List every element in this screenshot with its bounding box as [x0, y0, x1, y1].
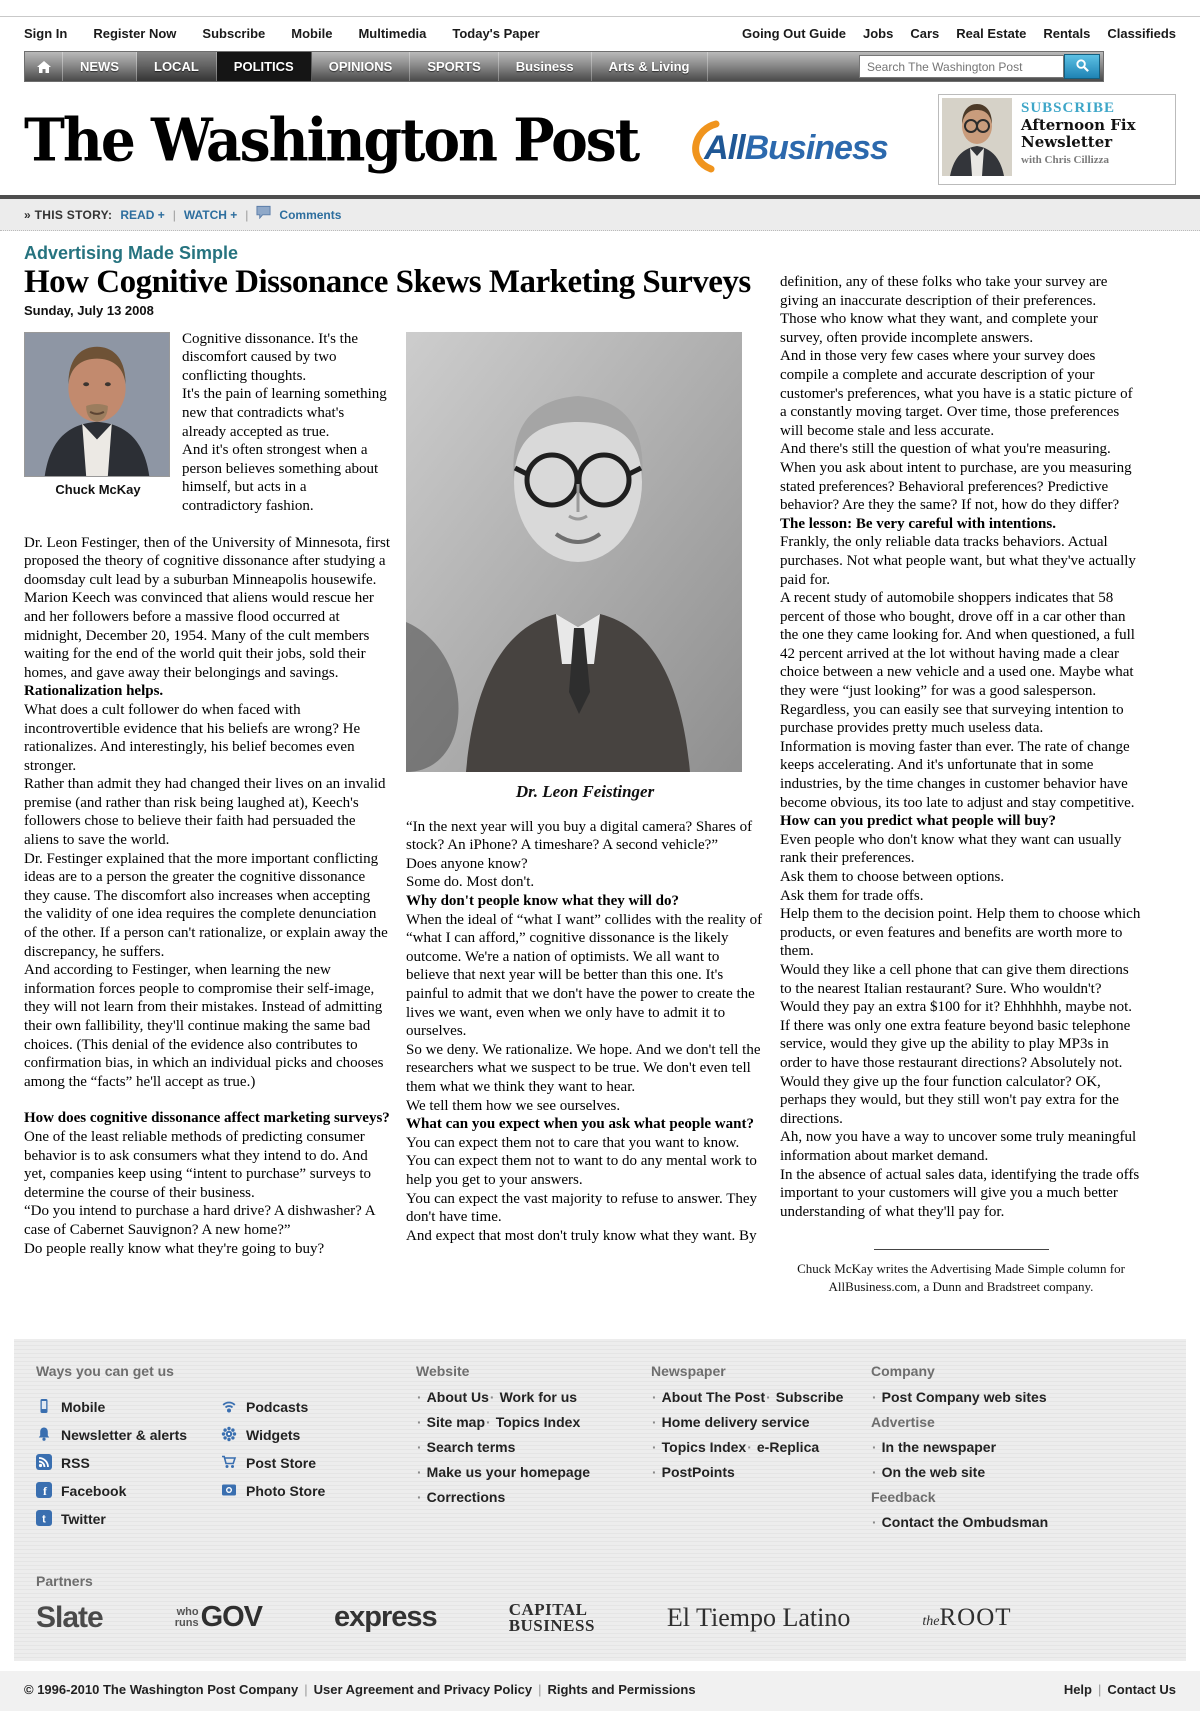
- facebook-icon: [36, 1482, 52, 1501]
- newsletter-promo[interactable]: [938, 94, 1176, 185]
- jobs-link[interactable]: Jobs: [863, 26, 894, 41]
- svg-text:t: t: [42, 1513, 46, 1526]
- article-column-1: [24, 330, 390, 1259]
- rss-icon: [36, 1454, 52, 1473]
- article-paragraph: Ask them to choose between options.: [780, 869, 1005, 885]
- allbusiness-all: All: [704, 129, 745, 167]
- user-agreement-link[interactable]: User Agreement and Privacy Policy: [313, 1681, 533, 1697]
- newsletter-byline: with Chris Cillizza: [1021, 153, 1109, 166]
- article-paragraph: Cognitive dissonance. It's the discomfort caused by two conflicting thoughts.: [182, 330, 359, 384]
- section-heading-what-can-you-expect: What can you expect when you ask what people want?: [406, 1116, 754, 1133]
- footer-link-label: Photo Store: [246, 1483, 326, 1500]
- article-paragraph: Would they like a cell phone that can give them directions to the nearest Italian restaurant? Sure. Who wouldn't?: [780, 961, 1129, 997]
- footer-link-label: Podcasts: [246, 1399, 309, 1416]
- allbusiness-logo[interactable]: [684, 119, 888, 178]
- article-paragraph: It's the pain of learning something new that contradicts what's already accepted as true.: [182, 386, 387, 440]
- footer-link-label: Widgets: [246, 1427, 301, 1444]
- photo-icon: [221, 1482, 237, 1501]
- footer-link-search-terms[interactable]: Search terms: [426, 1438, 516, 1455]
- comments-link[interactable]: Comments: [279, 207, 342, 222]
- footer-link-rss[interactable]: [36, 1454, 221, 1473]
- footer-link-podcasts[interactable]: [221, 1398, 406, 1417]
- widgets-icon: [221, 1426, 237, 1445]
- register-link[interactable]: Register Now: [93, 26, 177, 41]
- bullet: ·: [872, 1513, 877, 1530]
- home-icon[interactable]: [25, 52, 63, 81]
- bell-icon: [36, 1426, 52, 1445]
- article-columns: [24, 330, 764, 1259]
- copyright-text: © 1996-2010 The Washington Post Company: [24, 1681, 299, 1697]
- footer-link-home-delivery[interactable]: Home delivery service: [661, 1413, 810, 1430]
- footer-link-label: RSS: [61, 1455, 90, 1472]
- bullet: ·: [747, 1438, 752, 1455]
- story-tools-bar: [0, 199, 1200, 231]
- bullet: ·: [652, 1413, 657, 1430]
- footer-link-label: Mobile: [61, 1399, 106, 1416]
- footer-link-widgets[interactable]: [221, 1426, 406, 1445]
- footer-link-post-store[interactable]: [221, 1454, 406, 1473]
- whorunsgov-logo[interactable]: [175, 1601, 262, 1634]
- footer-link-contact-ombudsman[interactable]: Contact the Ombudsman: [881, 1513, 1049, 1530]
- footer-link-make-us-your-homepage[interactable]: Make us your homepage: [426, 1463, 591, 1480]
- utility-bar: [0, 17, 1200, 48]
- express-logo[interactable]: express: [334, 1601, 437, 1634]
- footer-ways-list-2: [221, 1389, 406, 1538]
- root-main: ROOT: [939, 1603, 1012, 1631]
- rentals-link[interactable]: Rentals: [1043, 26, 1091, 41]
- feistinger-photo: [406, 332, 764, 772]
- twitter-icon: [36, 1510, 52, 1529]
- bullet: ·: [417, 1438, 422, 1455]
- footer-link-subscribe[interactable]: Subscribe: [775, 1388, 844, 1405]
- el-tiempo-latino-logo[interactable]: El Tiempo Latino: [666, 1602, 851, 1632]
- comment-bubble-icon: [256, 205, 271, 224]
- column-kicker: Advertising Made Simple: [24, 243, 239, 263]
- footer-link-post-company-web-sites[interactable]: Post Company web sites: [881, 1388, 1047, 1405]
- footer: [14, 1339, 1186, 1661]
- real-estate-link[interactable]: Real Estate: [956, 26, 1027, 41]
- nav-tab-news[interactable]: NEWS: [63, 52, 137, 81]
- article-paragraph: Even people who don't know what they want can usually rank their preferences.: [780, 831, 1122, 867]
- capital-line1: CAPITAL: [508, 1599, 588, 1619]
- footer-company-title: Company: [871, 1362, 935, 1379]
- newsletter-title-line2: Newsletter: [1021, 133, 1113, 152]
- contact-us-link[interactable]: Contact Us: [1107, 1681, 1176, 1697]
- article-paragraph: When the ideal of “what I want” collides with the reality of “what I can afford,” cognitive dissonance is the likely outcome. We're a nation of optimists. We all want to believe that next year will be better than this one. It's painful to admit that we don't have the power to create the lives we want, even when we only have to admit it to ourselves.: [406, 911, 763, 1040]
- todays-paper-link[interactable]: Today's Paper: [452, 26, 540, 41]
- footer-link-label: Facebook: [61, 1483, 127, 1500]
- article: [0, 231, 1200, 1323]
- article-headline: How Cognitive Dissonance Skews Marketing Surveys: [24, 264, 751, 300]
- footer-link-postpoints[interactable]: PostPoints: [661, 1463, 735, 1480]
- bullet: ·: [417, 1488, 422, 1505]
- credit-divider: [874, 1249, 1049, 1250]
- footer-link-e-replica[interactable]: e-Replica: [756, 1438, 820, 1455]
- nav-tab-politics[interactable]: POLITICS: [217, 52, 312, 81]
- subscribe-link[interactable]: Subscribe: [202, 26, 266, 41]
- footer-ways-title: Ways you can get us: [36, 1362, 174, 1379]
- allbusiness-wordmark: [704, 129, 888, 168]
- article-paragraph: Some do. Most don't.: [406, 874, 535, 891]
- section-heading-the-lesson: The lesson: Be very careful with intentions.: [780, 515, 1056, 532]
- article-paragraph: A recent study of automobile shoppers indicates that 58 percent of those who bought, drove off in a car other than the one they came looking for. And when questioned, a full 42 percent arrived at the lot without having made a clear choice between a new vehicle and a used one. Maybe what they were “just looking” for was a good salesperson.: [780, 590, 1135, 700]
- article-paragraph: Regardless, you can easily see that surveying intention to purchase provides pretty much useless data.: [780, 701, 1124, 737]
- article-paragraph: Information is moving faster than ever. The rate of change keeps accelerating. And it's unfortunate that in some industries, by the time changes in customer behavior have become obvious, its too late to adjust and stay competitive.: [780, 738, 1135, 811]
- photo-caption: Dr. Leon Feistinger: [515, 781, 655, 801]
- footer-newspaper-title: Newspaper: [651, 1362, 726, 1379]
- article-column-2: [406, 330, 764, 1259]
- section-heading-why-dont-people-know: Why don't people know what they will do?: [406, 893, 679, 910]
- article-paragraph: Does anyone know?: [406, 855, 528, 872]
- article-paragraph: You can expect them not to care that you want to know.: [406, 1134, 740, 1151]
- article-paragraph: “In the next year will you buy a digital camera? Shares of stock? An iPhone? A timeshare? A second vehicle?”: [406, 818, 753, 854]
- article-paragraph: [24, 1109, 390, 1202]
- podcast-icon: [221, 1398, 237, 1417]
- article-paragraph: Help them to the decision point. Help them to choose which products, or even features and benefits are worth more to them.: [780, 906, 1141, 960]
- article-paragraph: And there's still the question of what you're measuring. When you ask about intent to purchase, are you measuring stated preferences? Behavioral preferences? Predictive behavior? Are they the same? If not, how do they differ?: [780, 441, 1132, 514]
- masthead: [0, 82, 1200, 195]
- footer-link-mobile[interactable]: [36, 1398, 221, 1417]
- the-root-logo[interactable]: [922, 1604, 1011, 1632]
- footer-link-label: Newsletter & alerts: [61, 1427, 188, 1444]
- root-the: the: [922, 1613, 940, 1629]
- whorunsgov-stack: who runs: [174, 1605, 199, 1629]
- footer-link-topics-index[interactable]: Topics Index: [495, 1413, 581, 1430]
- read-link[interactable]: READ +: [120, 207, 165, 222]
- help-link[interactable]: Help: [1063, 1681, 1092, 1697]
- footer-company-column: [871, 1363, 1106, 1539]
- article-paragraph: Frankly, the only reliable data tracks behaviors. Actual purchases. Not what people want, but what they've actually paid for.: [780, 534, 1136, 588]
- article-paragraph: Those who know what they want, and complete your survey, often provide incomplete answers.: [780, 311, 1098, 346]
- newsletter-text: [1012, 98, 1136, 181]
- footer-link-photo-store[interactable]: [221, 1482, 406, 1501]
- article-paragraph: We tell them how we see ourselves.: [406, 1097, 621, 1114]
- author-credit: Chuck McKay writes the Advertising Made Simple column for AllBusiness.com, a Dunn and Bradstreet company.: [797, 1261, 1125, 1295]
- section-heading-how-can-you-predict: How can you predict what people will buy?: [780, 813, 1056, 830]
- article-paragraph: Do people really know what they're going to buy?: [24, 1240, 325, 1257]
- newsletter-subscribe-label: SUBSCRIBE: [1021, 100, 1116, 116]
- bullet: ·: [417, 1463, 422, 1480]
- footer-link-facebook[interactable]: [36, 1482, 221, 1501]
- article-date: Sunday, July 13 2008: [24, 302, 154, 318]
- section-heading-rationalization: Rationalization helps.: [24, 683, 164, 700]
- footer-website-title: Website: [416, 1362, 470, 1379]
- bottom-bar: [0, 1671, 1200, 1711]
- article-paragraph: What does a cult follower do when faced with incontrovertible evidence that his beliefs are wrong? He rationalizes. And interestingly, his belief becomes even stronger.: [24, 701, 361, 774]
- bullet: ·: [766, 1388, 771, 1405]
- footer-link-corrections[interactable]: Corrections: [426, 1488, 506, 1505]
- footer-link-on-the-web-site[interactable]: On the web site: [881, 1463, 986, 1480]
- article-paragraph: Dr. Festinger explained that the more important conflicting ideas are to a person the greater the cognitive dissonance they cause. The discomfort also increases when accepting the validity of one idea requires the complete denunciation of the other. If a person can't rationalize, or explain away the discrepancy, he suffers.: [24, 850, 388, 960]
- chuck-mckay-photo: [24, 332, 172, 477]
- nav-tab-local[interactable]: LOCAL: [137, 52, 217, 81]
- article-paragraph: “Do you intend to purchase a hard drive? A dishwasher? A case of Cabernet Sauvignon? A new home?”: [24, 1203, 375, 1238]
- main-nav: [24, 51, 1104, 82]
- footer-link-site-map[interactable]: Site map: [426, 1413, 486, 1430]
- search-area: [859, 52, 1103, 81]
- article-paragraph-text: One of the least reliable methods of predicting consumer behavior is to ask consumers what they intend to do. And yet, companies keep using “intent to purchase” surveys to determine the course of their business.: [24, 1128, 371, 1201]
- bottom-bar-left: [24, 1682, 696, 1697]
- footer-ways-list-1: [36, 1389, 221, 1538]
- article-paragraph: definition, any of these folks who take your survey are giving an inaccurate description of their preferences.: [780, 274, 1108, 309]
- author-caption: Chuck McKay: [55, 481, 141, 497]
- cars-link[interactable]: Cars: [910, 26, 940, 41]
- rights-permissions-link[interactable]: Rights and Permissions: [547, 1681, 696, 1697]
- footer-ways-column: [36, 1363, 416, 1539]
- partner-logos-row: [36, 1601, 1164, 1635]
- nav-tab-sports[interactable]: SPORTS: [410, 52, 498, 81]
- chris-cillizza-photo: [942, 98, 1012, 181]
- article-paragraph: And in those very few cases where your survey does compile a complete and accurate description of your customer's preferences, what you have is a static picture of a constantly moving target. Over time, those preferences will become stale and less accurate.: [780, 348, 1133, 439]
- multimedia-link[interactable]: Multimedia: [358, 26, 427, 41]
- separator: |: [172, 207, 176, 222]
- utility-links-left: [24, 26, 540, 41]
- article-paragraph: Would they give up the four function calculator? OK, perhaps they would, but they still won't pay extra for the directions.: [780, 1073, 1119, 1127]
- footer-columns: [36, 1363, 1164, 1539]
- separator: |: [538, 1681, 542, 1697]
- bullet: ·: [652, 1438, 657, 1455]
- article-paragraph: If there was only one extra feature beyond basic telephone service, would they give up the ability to play MP3s in order to have those restaurant directions? Absolutely not.: [780, 1017, 1131, 1071]
- signin-link[interactable]: Sign In: [24, 26, 68, 41]
- article-paragraph: Would they pay an extra $100 for it? Ehhhhhh, maybe not.: [780, 999, 1133, 1016]
- footer-newspaper-column: [651, 1363, 871, 1539]
- search-input[interactable]: [859, 55, 1064, 78]
- footer-link-work-for-us[interactable]: Work for us: [499, 1388, 578, 1405]
- article-paragraph: In the absence of actual sales data, identifying the trade offs important to your customers will give you a much better understanding of what they'll pay for.: [780, 1166, 1140, 1220]
- nav-tab-opinions[interactable]: OPINIONS: [312, 52, 411, 81]
- bullet: ·: [872, 1438, 877, 1455]
- utility-links-right: [742, 26, 1176, 41]
- bullet: ·: [872, 1388, 877, 1405]
- section-heading-marketing-surveys: How does cognitive dissonance affect marketing surveys?: [24, 1110, 390, 1127]
- footer-partners: [36, 1573, 1164, 1635]
- mobile-icon: [36, 1398, 52, 1417]
- article-column-3: [780, 243, 1142, 1297]
- author-photo-box: [24, 332, 172, 497]
- cart-icon: [221, 1454, 237, 1473]
- nav-tab-business[interactable]: Business: [499, 52, 592, 81]
- footer-link-twitter[interactable]: [36, 1510, 221, 1529]
- svg-text:f: f: [43, 1483, 47, 1498]
- whorunsgov-main: GOV: [200, 1601, 263, 1634]
- bullet: ·: [652, 1388, 657, 1405]
- article-main: [24, 243, 764, 1297]
- bottom-bar-right: [1064, 1682, 1176, 1697]
- footer-link-about-the-post[interactable]: About The Post: [661, 1388, 766, 1405]
- watch-link[interactable]: WATCH +: [183, 207, 238, 222]
- footer-link-in-the-newspaper[interactable]: In the newspaper: [881, 1438, 997, 1455]
- newsletter-title-line1: Afternoon Fix: [1021, 116, 1136, 134]
- allbusiness-business: Business: [744, 129, 888, 167]
- partners-title: Partners: [36, 1572, 93, 1589]
- bullet: ·: [486, 1413, 491, 1430]
- search-button[interactable]: [1064, 54, 1100, 79]
- bullet: ·: [652, 1463, 657, 1480]
- nav-tab-arts-living[interactable]: Arts & Living: [592, 52, 708, 81]
- bullet: ·: [417, 1388, 422, 1405]
- footer-feedback-subhead: Feedback: [871, 1488, 936, 1505]
- washington-post-logo[interactable]: The Washington Post: [24, 104, 639, 175]
- separator: |: [1097, 1681, 1102, 1697]
- footer-link-label: Post Store: [246, 1455, 317, 1472]
- slate-logo[interactable]: Slate: [36, 1600, 103, 1634]
- capital-business-logo[interactable]: [508, 1599, 595, 1635]
- classifieds-link[interactable]: Classifieds: [1107, 26, 1176, 41]
- footer-link-newsletter-alerts[interactable]: [36, 1426, 221, 1445]
- article-paragraph: Dr. Leon Festinger, then of the University of Minnesota, first proposed the theory of cognitive dissonance after studying a doomsday cult lead by a suburban Minneapolis housewife. Marion Keech was convinced that aliens would rescue her and her followers before a massive flood occurred at midnight, December 20, 1954. Many of the cult members waiting for the end of the world quit their jobs, sold their homes, and gave away their belongings and savings.: [24, 534, 390, 681]
- article-paragraph: So we deny. We rationalize. We hope. And we don't tell the researchers what we suspect to be true. We don't even tell them what we think they want to hear.: [406, 1041, 761, 1095]
- article-paragraph: And expect that most don't truly know what they want. By: [406, 1227, 757, 1244]
- mobile-link[interactable]: Mobile: [291, 26, 333, 41]
- article-paragraph: You can expect the vast majority to refuse to answer. They don't have time.: [406, 1190, 758, 1226]
- footer-link-label: Twitter: [61, 1511, 106, 1528]
- capital-line2: BUSINESS: [508, 1615, 595, 1635]
- page: [0, 16, 1200, 1711]
- bullet: ·: [489, 1388, 495, 1405]
- footer-link-about-us[interactable]: About Us: [426, 1388, 489, 1405]
- footer-link-topics-index-2[interactable]: Topics Index: [661, 1438, 747, 1455]
- article-paragraph: And according to Festinger, when learning the new information forces people to compromise their self-image, they will not learn from their mistakes. Instead of admitting their own fallibility, they'll continue making the same bad choices. (This denial of the evidence also contributes to confirmation bias, in which an individual picks and chooses among the “facts” he'll accept as true.): [24, 962, 384, 1090]
- article-paragraph: Rather than admit they had changed their lives on an invalid premise (and rather than risk being laughed at), Keech's followers chose to believe their faith had persuaded the aliens to save the world.: [24, 776, 386, 849]
- article-paragraph: Ah, now you have a way to uncover some truly meaningful information about market demand.: [780, 1129, 1137, 1164]
- bullet: ·: [417, 1413, 422, 1430]
- separator: |: [304, 1681, 308, 1697]
- separator: |: [245, 207, 249, 222]
- article-paragraph: And it's often strongest when a person believes something about himself, but acts in a contradictory fashion.: [182, 442, 379, 514]
- this-story-label: » THIS STORY:: [24, 207, 113, 222]
- bullet: ·: [872, 1463, 877, 1480]
- footer-advertise-subhead: Advertise: [871, 1413, 935, 1430]
- article-paragraph: Ask them for trade offs.: [780, 887, 924, 904]
- going-out-guide-link[interactable]: Going Out Guide: [742, 26, 847, 41]
- search-icon: [1075, 58, 1090, 76]
- article-paragraph: You can expect them not to want to do any mental work to help you get to your answers.: [406, 1153, 757, 1188]
- footer-website-column: [416, 1363, 651, 1539]
